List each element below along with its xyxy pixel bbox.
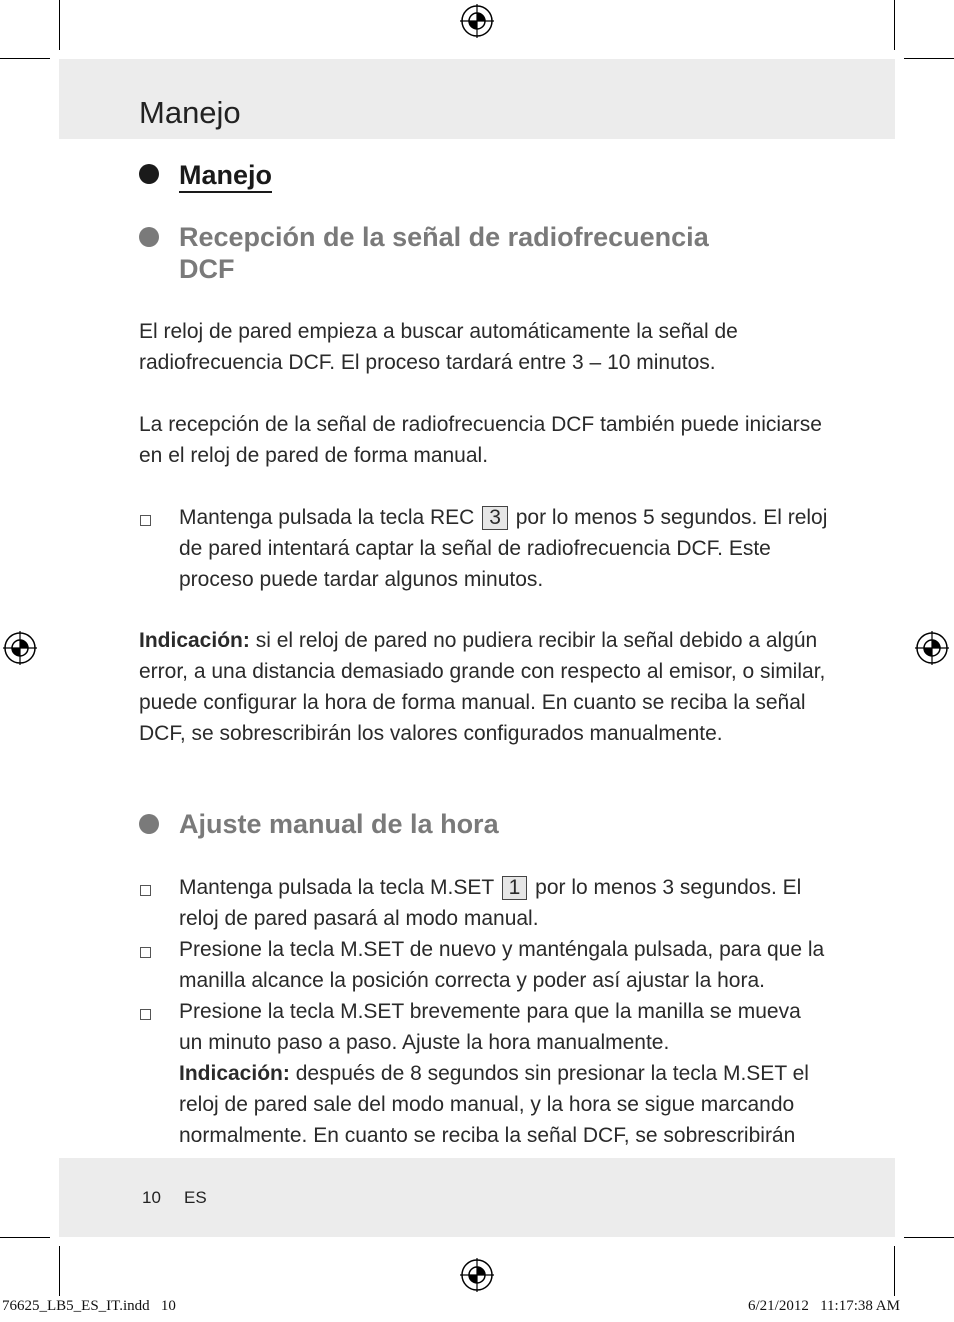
section-title-line2: DCF	[179, 254, 235, 284]
crop-mark	[0, 1237, 50, 1238]
crop-mark	[0, 58, 50, 59]
checkbox-bullet-icon	[140, 947, 151, 958]
section-bullet-icon	[139, 227, 159, 247]
note-paragraph	[139, 625, 829, 749]
step-text: Mantenga pulsada la tecla REC	[179, 506, 475, 529]
section-title-manejo	[179, 159, 272, 193]
paragraph: La recepción de la señal de radiofrecuencia DCF también puede iniciarse en el reloj de pared de forma manual.	[139, 413, 822, 467]
section-title-text: Manejo	[179, 160, 273, 190]
step-text: por lo menos 5 segundos. El reloj de pared intentará captar la señal de radiofrecuencia DCF. Este proceso puede tardar algunos minutos.	[179, 506, 828, 591]
checkbox-bullet-icon	[140, 515, 151, 526]
checkbox-bullet-icon	[140, 885, 151, 896]
section-title-dcf	[179, 221, 709, 285]
key-reference-badge: 3	[482, 506, 508, 530]
note-paragraph	[179, 1058, 829, 1151]
registration-mark-icon	[915, 631, 949, 665]
page-header-title: Manejo	[139, 95, 241, 130]
registration-mark-icon	[460, 1258, 494, 1292]
section-title-text: Ajuste manual de la hora	[179, 809, 499, 839]
list-item-rec	[179, 502, 829, 595]
section-title-line1: Recepción de la señal de radiofrecuencia	[179, 222, 709, 252]
crop-mark	[904, 58, 954, 59]
note-label: Indicación:	[179, 1062, 290, 1085]
section-bullet-icon	[139, 814, 159, 834]
crop-mark	[59, 0, 60, 50]
print-slug-filename: 76625_LB5_ES_IT.indd 10	[2, 1298, 176, 1314]
section-bullet-icon	[139, 164, 159, 184]
crop-mark	[894, 1246, 895, 1296]
paragraph: El reloj de pared empieza a buscar automáticamente la señal de radiofrecuencia DCF. El proceso tardará entre 3 – 10 minutos.	[139, 320, 738, 374]
registration-mark-icon	[3, 631, 37, 665]
crop-mark	[894, 0, 895, 50]
crop-mark	[904, 1237, 954, 1238]
step-text: por lo menos 3 segundos. El reloj de pared pasará al modo manual.	[179, 876, 802, 930]
crop-mark	[59, 1246, 60, 1296]
print-slug-datetime: 6/21/2012 11:17:38 AM	[748, 1298, 900, 1314]
page-number: 10	[142, 1188, 161, 1207]
list-item-mset-2: Presione la tecla M.SET de nuevo y manténgala pulsada, para que la manilla alcance la posición correcta y poder así ajustar la hora.	[179, 938, 825, 992]
registration-mark-icon	[460, 4, 494, 38]
note-label: Indicación:	[139, 629, 250, 652]
note-text: si el reloj de pared no pudiera recibir la señal debido a algún error, a una distancia demasiado grande con respecto al emisor, o similar, puede configurar la hora de forma manual. En cuanto se reciba la señal DCF, se sobrescribirán los valores configurados manualmente.	[139, 629, 826, 745]
key-reference-badge: 1	[502, 876, 528, 900]
list-item-mset-1	[179, 872, 829, 934]
language-code: ES	[184, 1188, 207, 1207]
note-text: después de 8 segundos sin presionar la tecla M.SET el reloj de pared sale del modo manual, y la hora se sigue marcando normalmente. En cuanto se reciba la señal DCF, se sobrescribirán	[179, 1062, 809, 1147]
step-text: Mantenga pulsada la tecla M.SET	[179, 876, 494, 899]
step-text: Presione la tecla M.SET brevemente para que la manilla se mueva un minuto paso a paso. Ajuste la hora manualmente.	[179, 1000, 801, 1054]
list-item-mset-3	[179, 996, 829, 1151]
section-title-ajuste	[179, 808, 499, 840]
checkbox-bullet-icon	[140, 1009, 151, 1020]
